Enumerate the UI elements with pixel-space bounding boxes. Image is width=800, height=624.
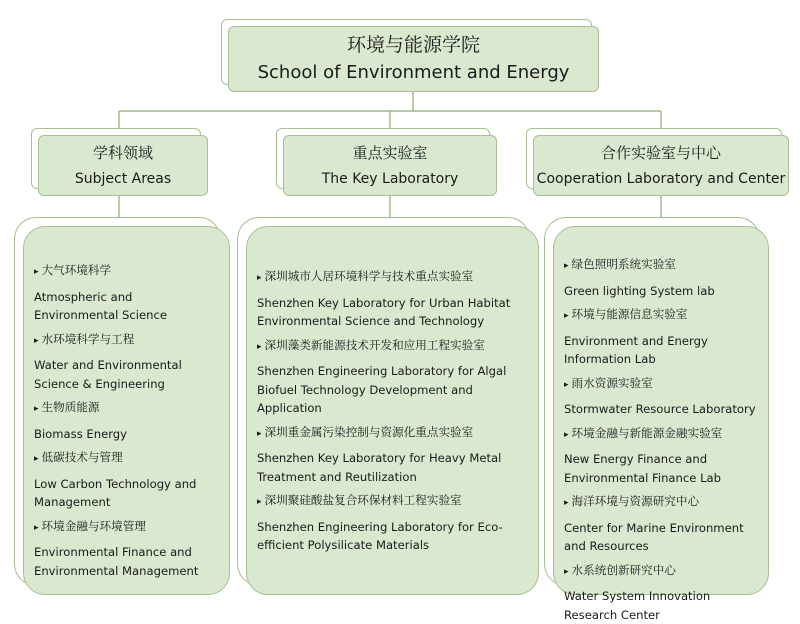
bullet-icon: ▸	[257, 273, 262, 283]
bullet-icon: ▸	[564, 261, 569, 271]
item-cn	[34, 261, 219, 282]
item-cn-text: 水环境科学与工程	[41, 331, 135, 346]
bullet-icon: ▸	[564, 311, 569, 321]
category-en: The Key Laboratory	[321, 170, 459, 187]
category-en: Subject Areas	[74, 170, 172, 187]
item-cn-text: 生物质能源	[41, 400, 100, 414]
panel-cooperation-lab	[553, 226, 769, 622]
root-node	[228, 26, 599, 92]
item-cn	[564, 305, 758, 326]
root-title-en: School of Environment and Energy	[257, 62, 570, 83]
item-cn-text: 深圳藻类新能源技术开发和应用工程实验室	[264, 337, 485, 352]
item-cn-text: 深圳城市人居环境科学与技术重点实验室	[264, 269, 474, 283]
bullet-icon: ▸	[257, 341, 262, 352]
item-en: Shenzhen Engineering Laboratory for Algal Biofuel Technology Development and Application	[257, 364, 507, 415]
panel-key-laboratory	[246, 226, 539, 595]
root-title-cn: 环境与能源学院	[346, 34, 480, 56]
item-cn	[34, 330, 219, 351]
item-cn	[34, 398, 219, 419]
bullet-icon: ▸	[257, 497, 262, 507]
bullet-icon: ▸	[34, 404, 39, 414]
list-item	[564, 492, 758, 556]
item-cn	[257, 423, 528, 444]
item-en: Low Carbon Technology and Management	[34, 476, 197, 509]
item-cn-text: 深圳重金属污染控制与资源化重点实验室	[264, 424, 474, 439]
item-cn-text: 大气环境科学	[41, 263, 112, 277]
item-en: Green lighting System lab	[564, 283, 715, 298]
item-cn-text: 水系统创新研究中心	[571, 562, 676, 577]
list-item	[257, 491, 528, 555]
list-item	[564, 374, 758, 419]
list-item	[564, 255, 758, 300]
item-cn-text: 深圳聚硅酸盐复合环保材料工程实验室	[264, 493, 462, 507]
item-en: New Energy Finance and Environmental Finance Lab	[564, 452, 722, 485]
list-item	[34, 261, 219, 325]
list-item	[34, 517, 219, 581]
item-en: Water System Innovation Research Center	[564, 589, 711, 622]
list-item	[257, 336, 528, 418]
list-item	[257, 423, 528, 487]
bullet-icon: ▸	[34, 267, 39, 277]
list-item	[564, 424, 758, 488]
bullet-icon: ▸	[34, 522, 39, 533]
item-en: Shenzhen Key Laboratory for Heavy Metal Treatment and Reutilization	[257, 451, 502, 484]
item-en: Atmospheric and Environmental Science	[34, 289, 167, 322]
bullet-icon: ▸	[564, 379, 569, 390]
list-item	[34, 448, 219, 512]
bullet-icon: ▸	[564, 429, 569, 440]
category-en: Cooperation Laboratory and Center	[536, 170, 786, 187]
item-en: Stormwater Resource Laboratory	[564, 402, 756, 416]
item-cn-text: 雨水资源实验室	[571, 375, 653, 390]
bullet-icon: ▸	[34, 335, 39, 346]
bullet-icon: ▸	[257, 428, 262, 439]
list-item	[257, 267, 528, 331]
item-cn	[564, 255, 758, 276]
list-item	[34, 398, 219, 443]
item-cn-text: 环境金融与新能源金融实验室	[571, 425, 723, 440]
item-en: Center for Marine Environment and Resources	[564, 520, 744, 553]
category-cn: 重点实验室	[352, 143, 428, 162]
list-item	[564, 305, 758, 369]
list-item	[564, 561, 758, 624]
category-cooperation-lab	[533, 135, 789, 196]
item-cn	[34, 448, 219, 469]
item-cn-text: 环境金融与环境管理	[41, 518, 146, 533]
bullet-icon: ▸	[564, 498, 569, 508]
category-subject-areas	[38, 135, 208, 196]
item-en: Environment and Energy Information Lab	[564, 333, 708, 366]
item-en: Environmental Finance and Environmental Management	[34, 545, 199, 578]
item-en: Shenzhen Engineering Laboratory for Eco-efficient Polysilicate Materials	[257, 519, 503, 552]
bullet-icon: ▸	[34, 454, 39, 464]
list-item	[34, 330, 219, 394]
item-cn-text: 海洋环境与资源研究中心	[571, 494, 700, 508]
bullet-icon: ▸	[564, 566, 569, 577]
item-cn	[34, 517, 219, 538]
item-cn	[564, 561, 758, 582]
item-cn-text: 绿色照明系统实验室	[571, 257, 676, 271]
category-key-laboratory	[283, 135, 497, 196]
item-cn	[257, 336, 528, 357]
panel-subject-areas	[23, 226, 230, 595]
category-cn: 学科领域	[92, 143, 153, 162]
item-cn	[257, 491, 528, 512]
item-cn-text: 低碳技术与管理	[41, 450, 123, 464]
item-cn	[257, 267, 528, 288]
item-en: Biomass Energy	[34, 426, 128, 441]
item-en: Shenzhen Key Laboratory for Urban Habitat Environmental Science and Technology	[257, 295, 511, 328]
item-cn	[564, 492, 758, 513]
item-cn	[564, 374, 758, 395]
item-cn	[564, 424, 758, 445]
item-cn-text: 环境与能源信息实验室	[571, 307, 688, 321]
item-en: Water and Environmental Science & Engineering	[34, 358, 182, 391]
category-cn: 合作实验室与中心	[600, 143, 721, 162]
